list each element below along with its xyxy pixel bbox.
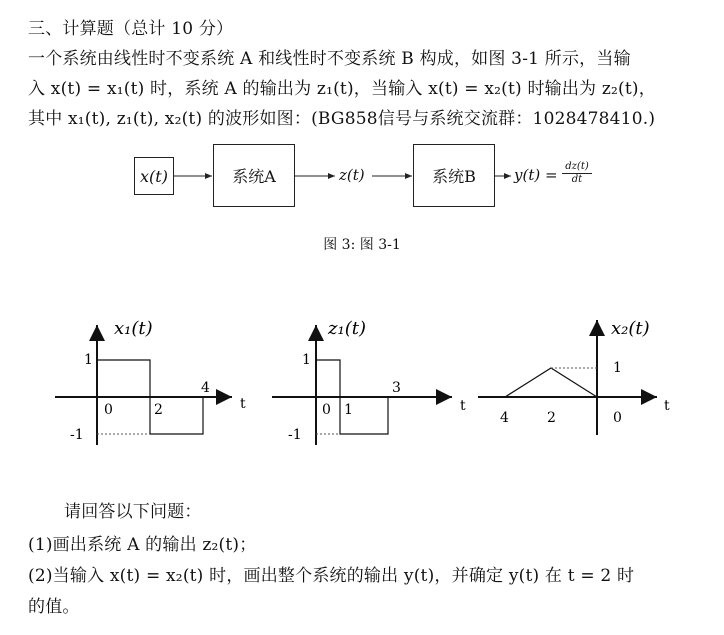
z1-xtick-2: 3 xyxy=(392,380,401,396)
x1-xtick-0: 0 xyxy=(104,402,113,418)
z1-ytick-top: 1 xyxy=(302,352,311,368)
intro-line-2: 入 x(t) = x₁(t) 时，系统 A 的输出为 z₁(t)，当输入 x(t) = x₂(t) 时输出为 z₂(t)， xyxy=(28,79,656,99)
section-header: 三、计算题（总计 10 分） xyxy=(28,19,234,39)
output-label: y(t) = xyxy=(514,166,558,184)
intro-line-1: 一个系统由线性时不变系统 A 和线性时不变系统 B 构成，如图 3-1 所示，当输 xyxy=(28,49,631,69)
plot-x1 xyxy=(55,318,246,445)
x2-xtick-2: 0 xyxy=(613,410,622,426)
z1-title: z₁(t) xyxy=(328,318,366,339)
x1-ytick-top: 1 xyxy=(84,352,93,368)
question-2-line-1: (2)当输入 x(t) = x₂(t) 时，画出整个系统的输出 y(t)，并确定 y(t) 在 t = 2 时 xyxy=(28,566,635,586)
plot-x2 xyxy=(478,318,670,435)
x1-ytick-bot: -1 xyxy=(70,427,84,443)
x1-t-label: t xyxy=(240,396,246,412)
waveform-plots xyxy=(0,300,724,470)
input-box: x(t) xyxy=(134,157,174,195)
x2-xtick-1: 2 xyxy=(547,410,556,426)
middle-signal-label: z(t) xyxy=(339,166,365,184)
z1-t-label: t xyxy=(460,398,466,414)
x1-title: x₁(t) xyxy=(114,318,153,339)
figure-caption: 图 3: 图 3-1 xyxy=(323,237,401,253)
x2-xtick-0: 4 xyxy=(500,410,509,426)
x2-t-label: t xyxy=(664,398,670,414)
z1-xtick-0: 0 xyxy=(322,402,331,418)
question-prompt: 请回答以下问题： xyxy=(64,502,202,522)
question-1: (1)画出系统 A 的输出 z₂(t)； xyxy=(28,535,257,555)
question-2-line-2: 的值。 xyxy=(28,597,80,617)
derivative-fraction xyxy=(562,161,592,186)
intro-line-3: 其中 x₁(t), z₁(t), x₂(t) 的波形如图：(BG858信号与系统交流群：1028478410.) xyxy=(28,109,656,129)
x2-title: x₂(t) xyxy=(611,318,650,339)
z1-xtick-1: 1 xyxy=(344,402,353,418)
z1-ytick-bot: -1 xyxy=(288,427,302,443)
system-a-box: 系统A xyxy=(213,144,295,207)
plot-z1 xyxy=(272,318,466,445)
fraction-numerator: dz(t) xyxy=(562,161,592,174)
x1-xtick-2: 4 xyxy=(201,380,210,396)
diagram-arrows xyxy=(0,0,724,220)
system-b-box: 系统B xyxy=(413,144,495,207)
fraction-denominator: dt xyxy=(571,174,583,185)
x1-xtick-1: 2 xyxy=(154,402,163,418)
x2-ytick-top: 1 xyxy=(613,360,622,376)
x2-waveform xyxy=(505,368,597,397)
